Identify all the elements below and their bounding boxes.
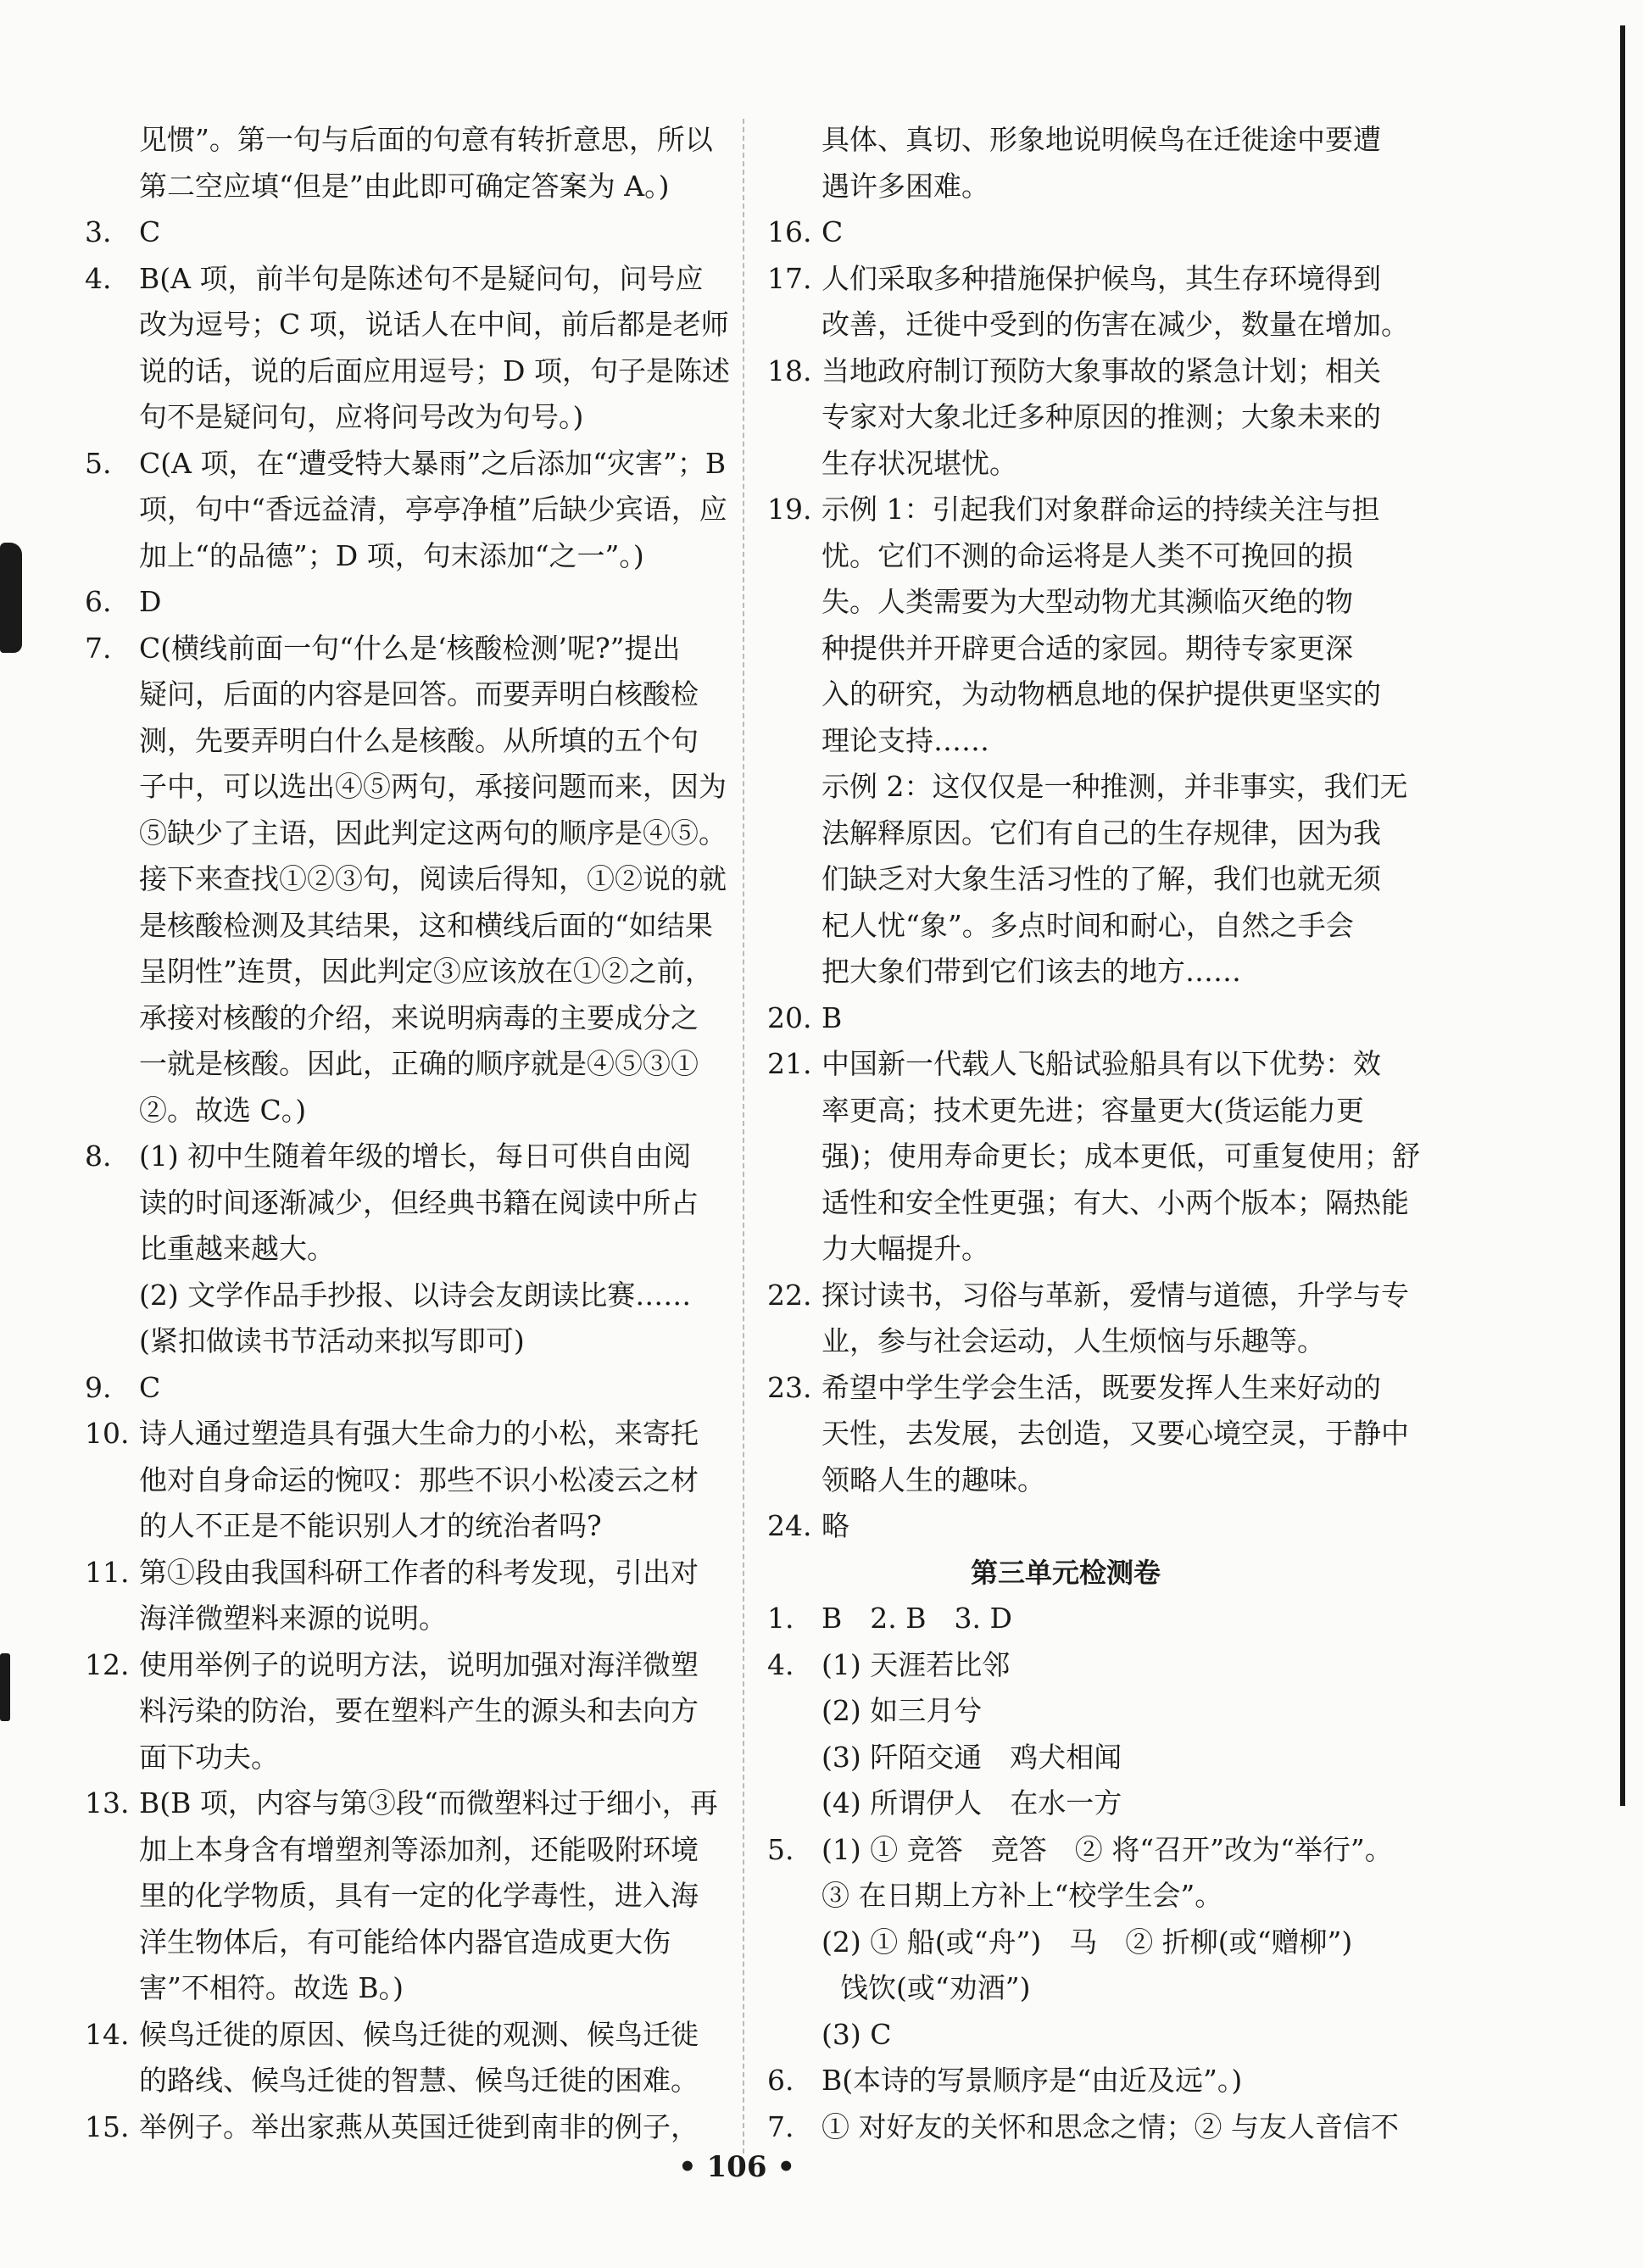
answer-continuation-line (139, 1186, 699, 1220)
answer-text: B(本诗的写景顺序是“由近及远”。) (822, 2064, 1243, 2097)
answer-line (85, 1786, 718, 1820)
answer-text: 强)；使用寿命更长；成本更低，可重复使用；舒 (822, 1140, 1420, 1173)
answer-text: 候鸟迁徙的原因、候鸟迁徙的观测、候鸟迁徙 (139, 2017, 699, 2051)
answer-text: C(A 项，在“遭受特大暴雨”之后添加“灾害”；B (139, 446, 727, 480)
answer-continuation-line (822, 1463, 1045, 1497)
answer-continuation-line (139, 1232, 335, 1266)
answer-text: ① 对好友的关怀和思念之情；② 与友人音信不 (822, 2109, 1399, 2143)
answer-continuation-line (139, 955, 713, 989)
answer-line (767, 262, 1381, 296)
answer-text: 具体、真切、形象地说明候鸟在迁徙途中要遭 (822, 123, 1381, 156)
answer-text: 比重越来越大。 (139, 1232, 335, 1265)
answer-text: 率更高；技术更先进；容量更大(货运能力更 (822, 1093, 1364, 1127)
question-number: 11. (85, 1555, 130, 1589)
answer-continuation-line (822, 1186, 1409, 1220)
answer-continuation-line (139, 308, 729, 342)
answer-continuation-line (822, 1094, 1364, 1128)
answer-continuation-line (822, 1324, 1325, 1358)
answer-line (85, 2018, 699, 2052)
answer-continuation-line (139, 1094, 306, 1128)
answer-line (85, 1417, 699, 1451)
answer-text: 法解释原因。它们有自己的生存规律，因为我 (822, 816, 1381, 850)
answer-continuation-line (139, 1925, 671, 1959)
answer-line (85, 447, 726, 481)
question-number: 9. (85, 1370, 112, 1404)
answer-continuation-line (822, 1741, 1122, 1775)
answer-text: 诗人通过塑造具有强大生命力的小松，来寄托 (139, 1417, 699, 1450)
answer-text: 见惯”。第一句与后面的句意有转折意思，所以 (139, 123, 713, 156)
answer-text: 们缺乏对大象生活习性的了解，我们也就无须 (822, 862, 1381, 895)
answer-continuation-line (822, 1417, 1409, 1451)
answer-text: 示例 2：这仅仅是一种推测，并非事实，我们无 (822, 770, 1408, 803)
column-divider (743, 119, 744, 2154)
answer-continuation-line (139, 1001, 699, 1035)
question-number: 13. (85, 1786, 130, 1819)
answer-text: 改为逗号；C 项，说话人在中间，前后都是老师 (139, 308, 729, 341)
question-number: 17. (767, 261, 812, 295)
answer-text: 面下功夫。 (139, 1740, 279, 1774)
answer-continuation-line (822, 400, 1381, 434)
answer-text: 接下来查找①②③句，阅读后得知，①②说的就 (139, 862, 727, 895)
answer-continuation-line (139, 677, 699, 711)
question-number: 10. (85, 1417, 130, 1450)
answer-text: 杞人忧“象”。多点时间和耐心，自然之手会 (822, 908, 1354, 942)
answer-text: 天性，去发展，去创造，又要心境空灵，于静中 (822, 1417, 1409, 1450)
answer-text: 领略人生的趣味。 (822, 1463, 1045, 1496)
answer-continuation-line (822, 1694, 982, 1728)
answer-text: 的路线、候鸟迁徙的智慧、候鸟迁徙的困难。 (139, 2064, 699, 2097)
question-number: 24. (767, 1509, 812, 1542)
answer-continuation-line (822, 677, 1381, 711)
answer-line (85, 1556, 699, 1590)
answer-text: 害”不相符。故选 B。) (139, 1971, 404, 2004)
answer-line (85, 1648, 699, 1682)
answer-text: B 2. B 3. D (822, 1602, 1012, 1635)
answer-text: (1) 天涯若比邻 (822, 1647, 1011, 1681)
answer-continuation-line (822, 123, 1381, 157)
question-number: 5. (85, 446, 112, 480)
answer-continuation-line (139, 1324, 525, 1358)
answer-text: 失。人类需要为大型动物尤其濒临灭绝的物 (822, 585, 1353, 618)
question-number: 1. (767, 1602, 794, 1635)
answer-continuation-line (822, 632, 1353, 666)
answer-continuation-line (139, 862, 727, 896)
answer-continuation-line (822, 1925, 1352, 1959)
answer-continuation-line (840, 1971, 1031, 2005)
answer-continuation-line (822, 909, 1354, 943)
answer-text: ③ 在日期上方补上“校学生会”。 (822, 1879, 1223, 1912)
answer-continuation-line (822, 816, 1381, 850)
answer-continuation-line (822, 308, 1409, 342)
question-number: 14. (85, 2017, 130, 2051)
question-number: 3. (85, 215, 112, 248)
answer-line (767, 1602, 1012, 1636)
question-number: 4. (767, 1647, 794, 1681)
answer-text: 举例子。举出家燕从英国迁徙到南非的例子， (139, 2109, 699, 2143)
answer-line (85, 1140, 691, 1173)
question-number: 16. (767, 215, 812, 248)
answer-continuation-line (822, 724, 989, 758)
question-number: 5. (767, 1832, 794, 1866)
answer-line (85, 262, 703, 296)
answer-line (767, 1509, 849, 1543)
question-number: 6. (767, 2064, 794, 2097)
question-number: 12. (85, 1647, 130, 1681)
answer-continuation-line (139, 1602, 447, 1636)
answer-continuation-line (822, 585, 1353, 619)
answer-continuation-line (139, 1879, 699, 1913)
answer-text: 的人不正是不能识别人才的统治者吗? (139, 1509, 602, 1542)
answer-line (85, 632, 681, 666)
question-number: 20. (767, 1000, 812, 1034)
answer-text: 测，先要弄明白什么是核酸。从所填的五个句 (139, 723, 699, 757)
answer-continuation-line (822, 1140, 1420, 1173)
answer-text: 专家对大象北迁多种原因的推测；大象未来的 (822, 400, 1381, 433)
answer-continuation-line (139, 354, 730, 388)
scan-smudge-mark (0, 543, 22, 653)
answer-continuation-line (139, 1694, 699, 1728)
question-number: 18. (767, 354, 812, 387)
answer-line (767, 354, 1381, 388)
answer-continuation-line (139, 539, 644, 573)
section-title: 第三单元检测卷 (971, 1556, 1161, 1589)
answer-continuation-line (822, 447, 1017, 481)
answer-text: 示例 1：引起我们对象群命运的持续关注与担 (822, 493, 1380, 526)
answer-continuation-line (139, 123, 713, 157)
binding-edge-mark (1620, 25, 1625, 1806)
answer-text: D (139, 585, 162, 618)
question-number: 21. (767, 1047, 812, 1080)
question-number: 23. (767, 1370, 812, 1404)
answer-text: 改善，迁徙中受到的伤害在减少，数量在增加。 (822, 308, 1409, 341)
answer-text: 入的研究，为动物栖息地的保护提供更坚实的 (822, 677, 1381, 710)
answer-text: 第二空应填“但是”由此即可确定答案为 A。) (139, 169, 670, 203)
answer-text: 中国新一代载人飞船试验船具有以下优势：效 (822, 1047, 1381, 1080)
answer-continuation-line (139, 1463, 699, 1497)
answer-line (767, 1279, 1409, 1312)
answer-continuation-line (139, 724, 699, 758)
answer-text: 是核酸检测及其结果，这和横线后面的“如结果 (139, 908, 713, 942)
answer-text: (3) 阡陌交通 鸡犬相闻 (822, 1740, 1122, 1774)
question-number: 22. (767, 1278, 812, 1312)
answer-continuation-line (822, 1232, 989, 1266)
answer-text: 呈阴性”连贯，因此判定③应该放在①②之前， (139, 955, 713, 988)
answer-continuation-line (822, 862, 1381, 896)
answer-text: 适性和安全性更强；有大、小两个版本；隔热能 (822, 1185, 1409, 1219)
answer-line (85, 1371, 160, 1405)
answer-text: 饯饮(或“劝酒”) (840, 1971, 1031, 2004)
answer-line (767, 2064, 1242, 2098)
answer-text: 疑问，后面的内容是回答。而要弄明白核酸检 (139, 677, 699, 710)
answer-text: 生存状况堪忧。 (822, 446, 1017, 480)
answer-continuation-line (822, 770, 1408, 804)
answer-continuation-line (139, 1741, 279, 1775)
answer-continuation-line (822, 1786, 1122, 1820)
answer-continuation-line (139, 400, 583, 434)
answer-text: 说的话，说的后面应用逗号；D 项，句子是陈述 (139, 354, 730, 387)
question-number: 8. (85, 1140, 112, 1173)
question-number: 6. (85, 585, 112, 618)
answer-text: 遇许多困难。 (822, 169, 989, 203)
question-number: 19. (767, 493, 812, 526)
answer-continuation-line (822, 1879, 1223, 1913)
question-number: 15. (85, 2109, 130, 2143)
answer-text: 希望中学生学会生活，既要发挥人生来好动的 (822, 1370, 1381, 1404)
answer-continuation-line (822, 170, 989, 203)
answer-continuation-line (139, 1509, 602, 1543)
answer-text: 他对自身命运的惋叹：那些不识小松凌云之材 (139, 1463, 699, 1496)
answer-line (767, 493, 1380, 527)
answer-text: 把大象们带到它们该去的地方…… (822, 955, 1241, 988)
answer-text: 料污染的防治，要在塑料产生的源头和去向方 (139, 1694, 699, 1727)
answer-text: 理论支持…… (822, 723, 989, 757)
answer-line (767, 2110, 1399, 2144)
answer-text: 子中，可以选出④⑤两句，承接问题而来，因为 (139, 770, 727, 803)
answer-text: (2) 文学作品手抄报、以诗会友朗读比赛…… (139, 1278, 692, 1312)
answer-text: (1) 初中生随着年级的增长，每日可供自由阅 (139, 1140, 692, 1173)
answer-text: 一就是核酸。因此，正确的顺序就是④⑤③① (139, 1047, 699, 1080)
answer-continuation-line (139, 816, 727, 850)
answer-continuation-line (139, 2064, 699, 2098)
answer-text: 承接对核酸的介绍，来说明病毒的主要成分之 (139, 1000, 699, 1034)
answer-text: (4) 所谓伊人 在水一方 (822, 1786, 1122, 1819)
answer-text: 人们采取多种措施保护候鸟，其生存环境得到 (822, 261, 1381, 295)
answer-continuation-line (139, 770, 727, 804)
answer-line (767, 1833, 1393, 1867)
answer-text: (2) ① 船(或“舟”) 马 ② 折柳(或“赠柳”) (822, 1925, 1353, 1959)
answer-line (85, 215, 160, 249)
answer-text: 项，句中“香远益清，亭亭净植”后缺少宾语，应 (139, 493, 727, 526)
answer-text: 句不是疑问句，应将问号改为句号。) (139, 400, 584, 433)
question-number: 7. (767, 2109, 794, 2143)
answer-continuation-line (822, 2018, 891, 2052)
answer-text: 种提供并开辟更合适的家园。期待专家更深 (822, 631, 1353, 665)
answer-text: C (139, 215, 161, 248)
answer-line (85, 585, 161, 619)
question-number: 4. (85, 261, 112, 295)
answer-text: (1) ① 竞答 竞答 ② 将“召开”改为“举行”。 (822, 1832, 1393, 1866)
answer-text: 当地政府制订预防大象事故的紧急计划；相关 (822, 354, 1381, 387)
answer-text: 里的化学物质，具有一定的化学毒性，进入海 (139, 1879, 699, 1912)
answer-continuation-line (139, 493, 727, 527)
answer-line (767, 1371, 1381, 1405)
answer-continuation-line (139, 1971, 404, 2005)
answer-line (767, 1047, 1381, 1081)
answer-text: B (822, 1000, 843, 1034)
answer-continuation-line (139, 1047, 699, 1081)
answer-continuation-line (139, 1279, 691, 1312)
answer-continuation-line (822, 955, 1241, 989)
answer-line (85, 2110, 699, 2144)
answer-text: 加上本身含有增塑剂等添加剂，还能吸附环境 (139, 1832, 699, 1866)
answer-text: B(B 项，内容与第③段“而微塑料过于细小，再 (139, 1786, 718, 1819)
answer-continuation-line (822, 539, 1353, 573)
answer-text: 加上“的品德”；D 项，句末添加“之一”。) (139, 538, 644, 572)
answer-text: 使用举例子的说明方法，说明加强对海洋微塑 (139, 1647, 699, 1681)
answer-text: 探讨读书，习俗与革新，爱情与道德，升学与专 (822, 1278, 1409, 1312)
answer-text: 略 (822, 1509, 849, 1542)
answer-text: 读的时间逐渐减少，但经典书籍在阅读中所占 (139, 1185, 699, 1219)
answer-text: C (139, 1370, 161, 1404)
answer-text: C (822, 215, 844, 248)
answer-text: (紧扣做读书节活动来拟写即可) (139, 1324, 525, 1357)
answer-text: 洋生物体后，有可能给体内器官造成更大伤 (139, 1925, 671, 1959)
answer-line (767, 1001, 842, 1035)
answer-line (767, 1648, 1010, 1682)
answer-text: 忧。它们不测的命运将是人类不可挽回的损 (822, 538, 1353, 572)
answer-text: 海洋微塑料来源的说明。 (139, 1602, 447, 1635)
answer-continuation-line (139, 909, 713, 943)
answer-line (767, 215, 843, 249)
answer-continuation-line (139, 1833, 699, 1867)
answer-text: (3) C (822, 2017, 892, 2051)
answer-text: 第①段由我国科研工作者的科考发现，引出对 (139, 1555, 699, 1589)
question-number: 7. (85, 631, 112, 665)
answer-text: B(A 项，前半句是陈述句不是疑问句，问号应 (139, 261, 704, 295)
answer-text: 业，参与社会运动，人生烦恼与乐趣等。 (822, 1324, 1325, 1357)
answer-text: C(横线前面一句“什么是‘核酸检测’呢?”提出 (139, 631, 681, 665)
scan-smudge-mark (0, 1653, 10, 1721)
answer-text: ②。故选 C。) (139, 1093, 307, 1127)
answer-text: ⑤缺少了主语，因此判定这两句的顺序是④⑤。 (139, 816, 727, 850)
answer-continuation-line (139, 170, 669, 203)
page-number: • 106 • (677, 2150, 796, 2184)
answer-text: (2) 如三月兮 (822, 1694, 983, 1727)
answer-text: 力大幅提升。 (822, 1232, 989, 1265)
